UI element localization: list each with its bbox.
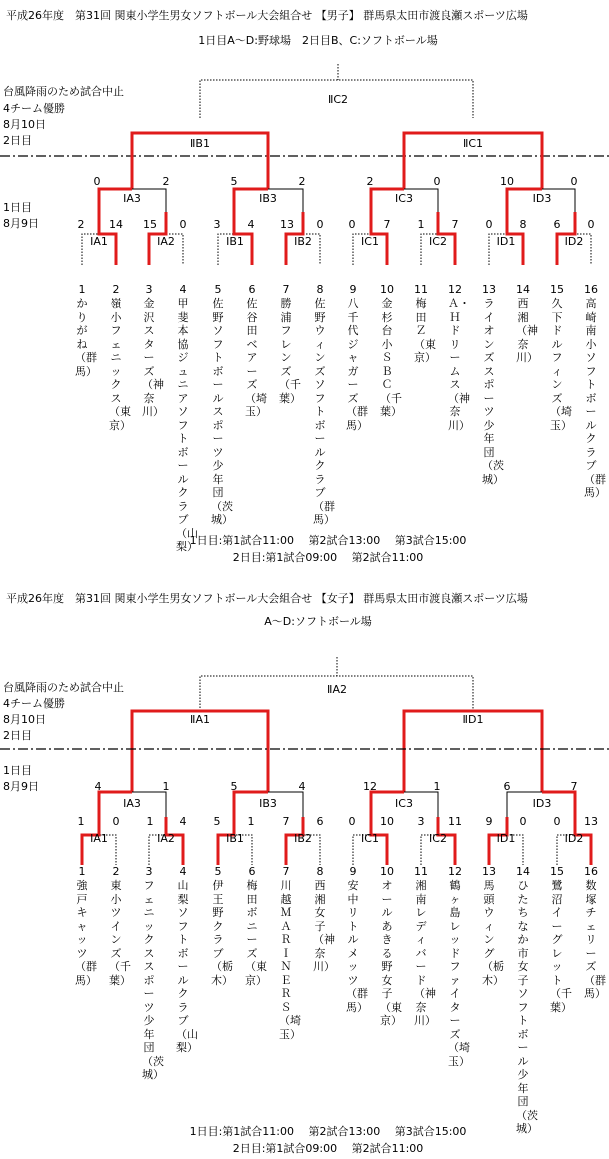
- girls-d1-label: ⅠD1: [496, 832, 516, 845]
- girls-b3-score-right: 4: [298, 780, 306, 793]
- boys-d1-label: ⅠD1: [496, 235, 516, 248]
- girls-r1-score: 0: [348, 815, 356, 828]
- girls-c3-score-left: 12: [363, 780, 377, 793]
- boys-r1-score: 15: [143, 218, 157, 231]
- girls-team-number: 12: [448, 865, 462, 878]
- boys-team-name: 甲斐本協ジュニアソフトボールクラブ（山梨）: [176, 297, 198, 553]
- girls-a1-label: ⅠA1: [90, 832, 108, 845]
- boys-team-name: かりがね（群馬）: [75, 297, 97, 378]
- girls-team-number: 9: [349, 865, 357, 878]
- boys-team-name: 金杉台小ＳＢＣ（千葉）: [380, 297, 402, 418]
- girls-team-name: 湘南レディバード（神奈川）: [414, 879, 436, 1027]
- boys-team-name: 八千代ジャガーズ（群馬）: [346, 297, 368, 432]
- boys-footer-day2: 2日目:第1試合09:00 第2試合11:00: [232, 551, 424, 564]
- boys-team-number: 13: [482, 283, 496, 296]
- boys-team-name: 佐野ウィンズソフトボールクラブ（群馬）: [313, 297, 335, 526]
- girls-team-number: 3: [145, 865, 153, 878]
- boys-note-line2: 4チーム優勝: [3, 102, 65, 115]
- boys-r1-score: 13: [280, 218, 294, 231]
- boys-a2-label: ⅠA2: [157, 235, 175, 248]
- boys-team-number: 12: [448, 283, 462, 296]
- boys-team-number: 5: [214, 283, 222, 296]
- girls-team-name: オールあきる野女子（東京）: [380, 879, 402, 1027]
- girls-team-number: 10: [380, 865, 394, 878]
- girls-a3-score-right: 1: [162, 780, 170, 793]
- boys-b3-score-right: 2: [298, 175, 306, 188]
- boys-a3-score-left: 0: [93, 175, 101, 188]
- girls-team-name: 山梨ソフトボールクラブ（山梨）: [176, 879, 198, 1054]
- girls-team-name: ひたちなか市女子ソフトボール少年団（茨城）: [516, 879, 538, 1135]
- girls-team-name: 川越ＭＡＲＩＮＥＲＳ（埼玉）: [279, 879, 301, 1041]
- boys-team-number: 10: [380, 283, 394, 296]
- boys-r1-score: 0: [316, 218, 324, 231]
- girls-r1-score: 5: [213, 815, 221, 828]
- girls-footer-day2: 2日目:第1試合09:00 第2試合11:00: [232, 1142, 424, 1155]
- boys-team-name: ライオンズスポーツ少年団（茨城）: [482, 297, 504, 486]
- girls-d3-score-right: 7: [570, 780, 578, 793]
- girls-team-number: 7: [282, 865, 290, 878]
- girls-r1-score: 7: [282, 815, 290, 828]
- boys-d3-score-right: 0: [570, 175, 578, 188]
- girls-footer-day1: 1日目:第1試合11:00 第2試合13:00 第3試合15:00: [189, 1125, 467, 1138]
- girls-note-line2: 4チーム優勝: [3, 697, 65, 710]
- girls-team-number: 14: [516, 865, 530, 878]
- girls-team-name: 強戸キャッツ（群馬）: [75, 879, 97, 987]
- girls-b3-label: ⅠB3: [259, 797, 277, 810]
- boys-team-number: 8: [316, 283, 324, 296]
- girls-subtitle: A～D:ソフトボール場: [264, 615, 372, 628]
- boys-r1-score: 2: [77, 218, 85, 231]
- boys-a3-label: ⅠA3: [123, 192, 141, 205]
- boys-r1-score: 0: [587, 218, 595, 231]
- girls-team-name: 鷺沼イーグレット（千葉）: [550, 879, 572, 1014]
- boys-team-number: 11: [414, 283, 428, 296]
- girls-r1-score: 0: [519, 815, 527, 828]
- girls-team-number: 4: [179, 865, 187, 878]
- girls-r1-score: 9: [485, 815, 493, 828]
- boys-note-line4: 2日目: [3, 134, 32, 147]
- boys-b2-label: ⅠB2: [294, 235, 312, 248]
- boys-final-label: ⅡC2: [327, 93, 349, 106]
- girls-team-name: 数塚チェリーズ（群馬）: [584, 879, 606, 1000]
- boys-note-line1: 台風降雨のため試合中止: [3, 85, 124, 98]
- boys-team-name: 佐野ソフトボールスポーツ少年団（茨城）: [211, 297, 233, 526]
- girls-team-number: 5: [214, 865, 222, 878]
- girls-team-name: フェニックススポーツ少年団（茨城）: [142, 879, 164, 1081]
- boys-c3-label: ⅠC3: [395, 192, 413, 205]
- girls-day1-date: 8月9日: [3, 780, 39, 793]
- girls-team-name: 梅田ボニーズ（東京）: [245, 879, 267, 987]
- boys-team-number: 6: [248, 283, 256, 296]
- boys-team-name: Ａ・Ｈドリームス（神奈川）: [448, 297, 470, 432]
- boys-r1-score: 4: [247, 218, 255, 231]
- girls-a3-score-left: 4: [94, 780, 102, 793]
- boys-d2-label: ⅠD2: [564, 235, 584, 248]
- boys-d3-score-left: 10: [500, 175, 514, 188]
- girls-c1-label: ⅠC1: [361, 832, 379, 845]
- boys-b3-score-left: 5: [230, 175, 238, 188]
- boys-footer-day1: 1日目:第1試合11:00 第2試合13:00 第3試合15:00: [189, 534, 467, 547]
- girls-title: 平成26年度 第31回 関東小学生男女ソフトボール大会組合せ 【女子】 群馬県太田市渡良瀬スポーツ広場: [6, 592, 528, 605]
- boys-team-name: 嶺小フェニックス（東京）: [109, 297, 131, 432]
- girls-team-name: 馬頭ウィング（栃木）: [482, 879, 504, 987]
- boys-team-name: 西湘（神奈川）: [516, 297, 538, 364]
- girls-team-number: 8: [316, 865, 324, 878]
- girls-b1-label: ⅠB1: [226, 832, 244, 845]
- girls-team-name: 東小ツインズ（千葉）: [109, 879, 131, 987]
- boys-r1-score: 1: [417, 218, 425, 231]
- boys-semi2-label: ⅡC1: [462, 137, 484, 150]
- boys-team-number: 16: [584, 283, 598, 296]
- boys-r1-score: 6: [553, 218, 561, 231]
- boys-r1-score: 7: [451, 218, 459, 231]
- boys-team-number: 7: [282, 283, 290, 296]
- girls-c2-label: ⅠC2: [429, 832, 447, 845]
- boys-team-number: 3: [145, 283, 153, 296]
- girls-r1-score: 11: [448, 815, 462, 828]
- boys-team-name: 久下ドルフィンズ（埼玉）: [550, 297, 572, 432]
- boys-team-number: 9: [349, 283, 357, 296]
- boys-r1-score: 0: [348, 218, 356, 231]
- girls-team-name: 西湘女子（神奈川）: [313, 879, 335, 973]
- girls-team-number: 1: [78, 865, 86, 878]
- boys-b3-label: ⅠB3: [259, 192, 277, 205]
- boys-semi1-label: ⅡB1: [190, 137, 210, 150]
- boys-note-line3: 8月10日: [3, 118, 46, 131]
- boys-team-name: 金沢スターズ（神奈川）: [142, 297, 164, 418]
- boys-r1-score: 7: [383, 218, 391, 231]
- boys-day1-label: 1日目: [3, 201, 32, 214]
- boys-r1-score: 0: [179, 218, 187, 231]
- boys-subtitle: 1日目A～D:野球場 2日目B、C:ソフトボール場: [198, 34, 438, 47]
- boys-team-name: 梅田Ｚ（東京）: [414, 297, 436, 364]
- boys-team-name: 佐谷田ベアーズ（埼玉）: [245, 297, 267, 418]
- girls-team-name: 伊王野クラブ（栃木）: [211, 879, 233, 987]
- girls-team-number: 15: [550, 865, 564, 878]
- boys-team-name: 勝浦フレンズ（千葉）: [279, 297, 301, 405]
- girls-team-name: 安中リトルメッツ（群馬）: [346, 879, 368, 1014]
- boys-r1-score: 14: [109, 218, 123, 231]
- boys-d3-label: ⅠD3: [532, 192, 552, 205]
- girls-d3-label: ⅠD3: [532, 797, 552, 810]
- girls-r1-score: 0: [112, 815, 120, 828]
- boys-r1-score: 8: [519, 218, 527, 231]
- girls-b2-label: ⅠB2: [294, 832, 312, 845]
- girls-day1-label: 1日目: [3, 764, 32, 777]
- girls-team-number: 2: [112, 865, 120, 878]
- boys-team-number: 1: [78, 283, 86, 296]
- boys-b1-label: ⅠB1: [226, 235, 244, 248]
- boys-a3-score-right: 2: [162, 175, 170, 188]
- girls-c3-score-right: 1: [433, 780, 441, 793]
- boys-team-number: 2: [112, 283, 120, 296]
- boys-r1-score: 3: [213, 218, 221, 231]
- girls-semi2-label: ⅡD1: [462, 713, 484, 726]
- girls-note-line1: 台風降雨のため試合中止: [3, 681, 124, 694]
- boys-a1-label: ⅠA1: [90, 235, 108, 248]
- girls-a2-label: ⅠA2: [157, 832, 175, 845]
- girls-r1-score: 3: [417, 815, 425, 828]
- girls-r1-score: 0: [553, 815, 561, 828]
- girls-semi1-label: ⅡA1: [190, 713, 210, 726]
- girls-r1-score: 10: [380, 815, 394, 828]
- boys-day1-date: 8月9日: [3, 217, 39, 230]
- girls-team-number: 16: [584, 865, 598, 878]
- girls-b3-score-left: 5: [230, 780, 238, 793]
- boys-c3-score-left: 2: [366, 175, 374, 188]
- girls-r1-score: 1: [247, 815, 255, 828]
- girls-note-line4: 2日目: [3, 729, 32, 742]
- girls-c3-label: ⅠC3: [395, 797, 413, 810]
- boys-team-number: 4: [179, 283, 187, 296]
- boys-c1-label: ⅠC1: [361, 235, 379, 248]
- girls-team-number: 6: [248, 865, 256, 878]
- girls-team-number: 13: [482, 865, 496, 878]
- girls-r1-score: 1: [146, 815, 154, 828]
- girls-a3-label: ⅠA3: [123, 797, 141, 810]
- girls-note-line3: 8月10日: [3, 713, 46, 726]
- girls-team-number: 11: [414, 865, 428, 878]
- girls-team-name: 鶴ヶ島レッドファイターズ（埼玉）: [448, 879, 470, 1068]
- boys-title: 平成26年度 第31回 関東小学生男女ソフトボール大会組合せ 【男子】 群馬県太田市渡良瀬スポーツ広場: [6, 9, 528, 22]
- girls-r1-score: 4: [179, 815, 187, 828]
- girls-r1-score: 1: [77, 815, 85, 828]
- boys-team-number: 14: [516, 283, 530, 296]
- girls-r1-score: 6: [316, 815, 324, 828]
- boys-r1-score: 0: [485, 218, 493, 231]
- boys-team-name: 高崎南小ソフトボールクラブ（群馬）: [584, 297, 606, 499]
- boys-team-number: 15: [550, 283, 564, 296]
- girls-d3-score-left: 6: [503, 780, 511, 793]
- girls-r1-score: 13: [584, 815, 598, 828]
- girls-final-label: ⅡA2: [327, 683, 347, 696]
- boys-c3-score-right: 0: [433, 175, 441, 188]
- girls-d2-label: ⅠD2: [564, 832, 584, 845]
- boys-c2-label: ⅠC2: [429, 235, 447, 248]
